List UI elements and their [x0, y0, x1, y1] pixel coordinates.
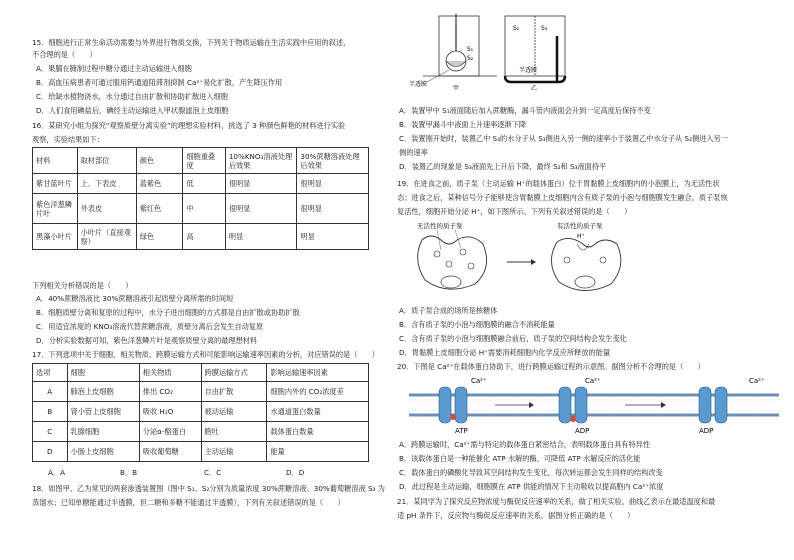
carrier-protein-3	[699, 387, 727, 423]
table-cell: 很明显	[225, 194, 297, 224]
q16-option-b: B．细胞质壁分离和复原的过程中，水分子进出细胞的方式都是自由扩散或协助扩散	[36, 308, 300, 317]
table-cell: 外表皮	[77, 194, 136, 224]
label-jia: 甲	[453, 85, 460, 92]
table-row	[33, 224, 369, 250]
q17-header-cell: 选项	[33, 364, 68, 382]
q19-option-b: B．含有质子泵的小泡与细胞膜的融合不消耗能量	[399, 320, 555, 329]
table-row	[33, 194, 369, 224]
q16-question: 下列相关分析错误的是（ ）	[32, 281, 133, 290]
table-cell: 小叶片（直接观察）	[77, 224, 136, 250]
label-h-ion: H⁺	[577, 233, 585, 240]
table-row	[33, 174, 369, 194]
q16-header-cell: 取材部位	[77, 148, 136, 174]
table-cell: C	[33, 422, 68, 442]
label-s2-jia: S₂	[467, 55, 474, 62]
q19-option-d: D．胃黏膜上皮细胞分泌 H⁺需要消耗细胞内化学反应所释放的能量	[399, 348, 611, 357]
cell-left	[418, 236, 487, 289]
q17-option-a: A．A	[48, 468, 66, 477]
q17-option-b: B．B	[120, 468, 138, 477]
table-cell: 紫色洋葱鳞片叶	[33, 194, 78, 224]
table-row	[33, 402, 369, 422]
proton-pump-figure	[407, 220, 657, 298]
label-adp-2: ADP	[699, 427, 714, 435]
q16-option-d: D．分析实验数据可知，紫色洋葱鳞片叶是观察质壁分离的最理想材料	[36, 336, 258, 345]
q19-stem-line3: 复活性，细胞开始分泌 H⁺，如下图所示。下列有关叙述错误的是（ ）	[397, 207, 632, 216]
q20-stem: 20．下图是 Ca²⁺在载体蛋白协助下，进行跨膜运输过程的示意图。据图分析不合理的是（ ）	[397, 362, 705, 371]
q18-stem-line2: 蒸馏水；已知单糖能通过半透膜，但二糖和多糖不能通过半透膜），下列有关叙述错误的是（ ）	[32, 498, 345, 507]
label-semipermeable-right: 半透膜	[519, 67, 538, 74]
q17-option-d: D．D	[286, 468, 305, 477]
table-cell: A	[33, 382, 68, 402]
q19-option-c: C．含有质子泵的小泡与细胞膜融合前后，质子泵的空间结构会发生变化	[399, 334, 627, 343]
table-cell: 很明显	[225, 174, 297, 194]
table-cell: 黑藻小叶片	[33, 224, 78, 250]
table-cell: 吸收葡萄糖	[139, 442, 201, 462]
table-cell: 低	[183, 174, 226, 194]
q16-option-c: C．用适宜浓度的 KNO₃溶液代替蔗糖溶液，质壁分离后会发生自动复原	[36, 322, 264, 331]
label-yi: 乙	[531, 85, 538, 92]
q15-stem-line2: 不合理的是（ ）	[32, 50, 97, 59]
table-cell: 高	[183, 224, 226, 250]
label-active-pump: 有活性的质子泵	[557, 222, 603, 230]
table-cell: D	[33, 442, 68, 462]
q17-option-c: C．C	[204, 468, 222, 477]
table-cell: 载体蛋白数量	[267, 422, 369, 442]
table-cell: 上、下表皮	[77, 174, 136, 194]
q16-header-cell: 颜色	[136, 148, 183, 174]
q15-option-d: D．人们食用碘盐后，碘经主动运输进入甲状腺滤泡上皮细胞	[36, 106, 229, 115]
label-semipermeable-left: 半透膜	[409, 81, 428, 88]
table-cell: 被动运输	[201, 402, 267, 422]
q15-option-b: B．高血压病患者可通过服用钙通道阻滞剂抑制 Ca²⁺易化扩散，产生降压作用	[36, 78, 283, 87]
q17-header-cell: 细胞	[67, 364, 139, 382]
table-cell: 很明显	[297, 174, 369, 194]
q16-option-a: A．40%蔗糖溶液比 30%蔗糖溶液引起质壁分离所需的时间短	[36, 294, 234, 303]
cell-right	[551, 238, 620, 290]
table-cell: 乳腺细胞	[67, 422, 139, 442]
q20-option-b: B．该载体蛋白是一种能催化 ATP 水解的酶，可降低 ATP 水解反应的活化能	[399, 454, 641, 463]
label-s2-yi: S₂	[513, 25, 520, 32]
label-ca-1: Ca²⁺	[471, 377, 487, 385]
q18-option-b: B．装置甲漏斗中液面上升速率逐渐下降	[399, 120, 527, 129]
label-ca-2: Ca²⁺	[585, 377, 601, 385]
q19-stem-line1: 19．在进食之前，质子泵（主动运输 H⁺的载体蛋白）位于胃黏膜上皮细胞内的小泡膜上，为无活性状	[397, 179, 720, 188]
calcium-pump-figure	[399, 373, 789, 435]
table-cell: 水通道蛋白数量	[267, 402, 369, 422]
table-cell: 小肠上皮细胞	[67, 442, 139, 462]
q19-option-a: A．质子泵合成的场所是核糖体	[399, 306, 498, 315]
carrier-protein-2	[559, 387, 587, 423]
label-atp: ATP	[455, 427, 468, 435]
q15-option-c: C．给缺水植物浇水，水分通过自由扩散和协助扩散进入细胞	[36, 92, 228, 101]
table-cell: 分泌α-酪蛋白	[139, 422, 201, 442]
q16-table	[32, 147, 369, 250]
q19-stem-line2: 态；进食之后，某种信号分子能够使含胃黏膜上皮细胞内含有质子泵的小泡与细胞膜发生融合，质子泵恢	[397, 193, 728, 202]
q20-option-d: D．此过程是主动运输，细胞膜在 ATP 供能的情况下主动吸收以提高胞内 Ca²⁺浓度	[399, 482, 664, 491]
q21-stem-line2: 适 pH 条件下，反应物与酶促反应速率的关系。据图分析正确的是（ ）	[397, 511, 635, 520]
q21-stem-line1: 21．某同学为了探究反应物浓度与酶促反应速率的关系，做了相关实验，曲线乙表示在最适温度和最	[397, 497, 716, 506]
q17-header-cell: 跨膜运输方式	[201, 364, 267, 382]
table-cell: 排出 CO₂	[139, 382, 201, 402]
q17-table	[32, 363, 369, 462]
q17-header-cell: 相关物质	[139, 364, 201, 382]
label-s1: S₁	[467, 46, 474, 53]
table-cell: B	[33, 402, 68, 422]
q16-header-cell: 细胞重叠度	[183, 148, 226, 174]
carrier-protein-1	[439, 387, 467, 423]
label-inactive-pump: 无活性的质子泵	[417, 222, 463, 230]
table-cell: 明显	[297, 224, 369, 250]
table-cell: 肺泡上皮细胞	[67, 382, 139, 402]
q17-stem: 17．下列选项中关于细胞、相关物质、跨膜运输方式和可能影响运输速率因素的分析，对应错误的是（ ）	[32, 350, 379, 359]
table-cell: 能量	[267, 442, 369, 462]
table-cell: 主动运输	[201, 442, 267, 462]
label-ca-3: Ca²⁺	[749, 377, 765, 385]
label-adp-1: ADP	[575, 427, 590, 435]
table-cell: 紫甘蓝叶片	[33, 174, 78, 194]
table-cell: 绿色	[136, 224, 183, 250]
q18-option-c: C．装置刚开始时，装置乙中 S₃的水分子从 S₃侧进入另一侧的速率小于装置乙中水分子从 S₂侧进入另一	[399, 134, 728, 143]
q15-stem-line1: 15．细胞进行正常生命活动需要与外界进行物质交换，下列关于物质运输在生活实践中应用的叙述，	[32, 38, 351, 47]
table-row	[33, 422, 369, 442]
table-row	[33, 442, 369, 462]
table-cell: 明显	[225, 224, 297, 250]
q18-stem-line1: 18．如图甲、乙为常见的两套渗透装置图（图中 S₁、S₂分别为质量浓度 30%蔗糖溶液、30%葡萄糖溶液 S₃ 为	[32, 484, 385, 493]
q20-option-a: A．跨膜运输时，Ca²⁺需与特定的载体蛋白紧密结合，表明载体蛋白具有特异性	[399, 440, 651, 449]
q15-option-a: A．果脯在腌制过程中糖分通过主动运输进入细胞	[36, 64, 192, 73]
q18-option-d: D．装置乙的现象是 S₃液面先上升后下降，最终 S₂和 S₃液面持平	[399, 162, 607, 171]
q16-header-cell: 30%蔗糖溶液处理后效果	[297, 148, 369, 174]
osmosis-apparatus-figure	[409, 6, 579, 92]
q16-table-header	[33, 148, 369, 174]
q16-header-cell: 10%KNO₃溶液处理后效果	[225, 148, 297, 174]
table-cell: 肾小管上皮细胞	[67, 402, 139, 422]
table-cell: 蓝紫色	[136, 174, 183, 194]
table-cell: 中	[183, 194, 226, 224]
q17-header-cell: 影响运输速率因素	[267, 364, 369, 382]
table-cell: 很明显	[297, 194, 369, 224]
table-cell: 紫红色	[136, 194, 183, 224]
q18-option-a: A．装置甲中 S₁液面随后加入蔗糖酶，漏斗管内液面会升到一定高度后保持不变	[399, 106, 651, 115]
q16-stem-line2: 观察，实验结果如下：	[32, 135, 104, 144]
table-cell: 自由扩散	[201, 382, 267, 402]
q16-stem-line1: 16．某研究小组为探究“观察质壁分离实验”的理想实验材料，挑选了 3 种颜色鲜艳的材料进行实验	[32, 121, 346, 130]
table-cell: 吸收 H₂O	[139, 402, 201, 422]
q20-option-c: C．载体蛋白的磷酸化导致其空间结构发生变化，每次转运都会发生同样的结构改变	[399, 468, 663, 477]
q17-table-header	[33, 364, 369, 382]
q16-header-cell: 材料	[33, 148, 78, 174]
label-s3: S₃	[541, 25, 548, 32]
table-row	[33, 382, 369, 402]
table-cell: 细胞内外的 CO₂浓度差	[267, 382, 369, 402]
table-cell: 胞吐	[201, 422, 267, 442]
q18-option-c-cont: 侧的速率	[399, 148, 428, 157]
